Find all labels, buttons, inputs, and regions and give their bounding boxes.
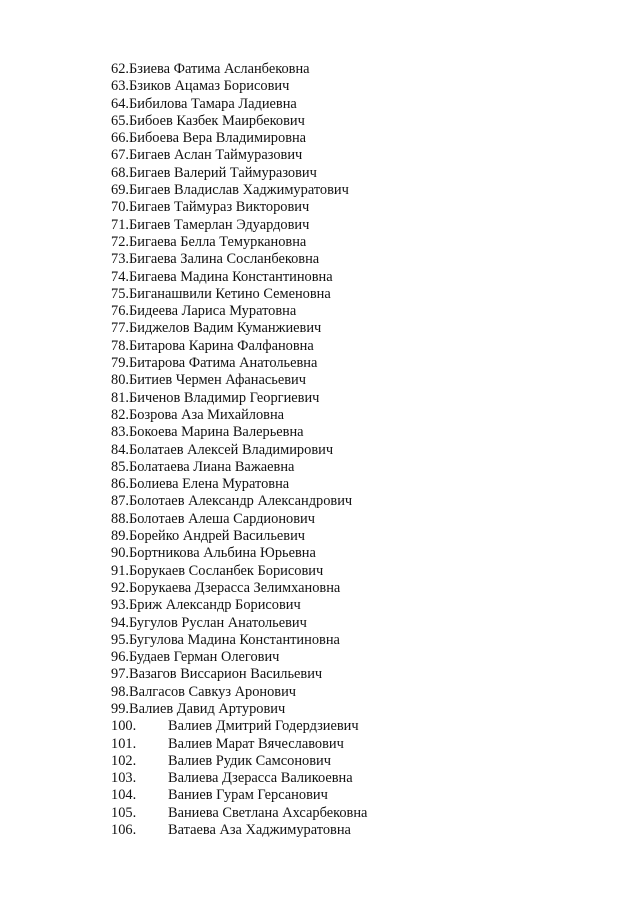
entry-name: Болотаев Алеша Сардионович [129, 510, 315, 527]
entry-name: Валгасов Савкуз Аронович [129, 683, 297, 700]
entry-name: Бидеева Лариса Муратовна [129, 303, 297, 320]
entry-name: Вазагов Виссарион Васильевич [129, 666, 323, 683]
entry-name: Валиев Рудик Самсонович [168, 752, 331, 769]
entry-number: 81. [111, 389, 129, 406]
entry-name: Бигаев Валерий Таймуразович [129, 164, 317, 181]
entry-name: Бокоева Марина Валерьевна [129, 424, 304, 441]
entry-name: Ваниева Светлана Ахсарбековна [168, 804, 368, 821]
entry-name: Бриж Александр Борисович [129, 597, 301, 614]
entry-number: 94. [111, 614, 129, 631]
list-item [111, 442, 367, 459]
entry-name: Бигаев Владислав Хаджимуратович [129, 182, 349, 199]
list-item [111, 130, 367, 147]
list-item [111, 822, 367, 839]
entry-name: Бибилова Тамара Ладиевна [129, 95, 297, 112]
entry-number: 63. [111, 78, 129, 95]
entry-name: Будаев Герман Олегович [129, 649, 280, 666]
list-item [111, 234, 367, 251]
entry-number: 70. [111, 199, 129, 216]
entry-name: Бигаева Белла Темуркановна [129, 233, 307, 250]
entry-number: 74. [111, 268, 129, 285]
list-item [111, 424, 367, 441]
entry-name: Бортникова Альбина Юрьевна [129, 545, 316, 562]
list-item [111, 580, 367, 597]
entry-number: 75. [111, 285, 129, 302]
entry-name: Борейко Андрей Васильевич [129, 528, 306, 545]
entry-number: 77. [111, 320, 129, 337]
list-item [111, 511, 367, 528]
entry-number: 71. [111, 216, 129, 233]
entry-number: 92. [111, 579, 129, 596]
entry-name: Бзиков Ацамаз Борисович [129, 78, 290, 95]
entry-name: Бугулов Руслан Анатольевич [129, 614, 307, 631]
name-list [111, 61, 367, 839]
entry-number: 65. [111, 112, 129, 129]
entry-name: Валиев Дмитрий Годердзиевич [168, 718, 359, 735]
list-item [111, 666, 367, 683]
entry-name: Борукаев Сосланбек Борисович [129, 562, 324, 579]
entry-name: Валиев Давид Артурович [129, 700, 286, 717]
entry-number: 64. [111, 95, 129, 112]
entry-number: 84. [111, 441, 129, 458]
list-item [111, 632, 367, 649]
entry-number: 96. [111, 649, 129, 666]
entry-number: 97. [111, 666, 129, 683]
list-item [111, 338, 367, 355]
entry-number: 98. [111, 683, 129, 700]
list-item [111, 736, 367, 753]
list-item [111, 286, 367, 303]
entry-name: Валиев Марат Вячеславович [168, 735, 344, 752]
list-item [111, 78, 367, 95]
list-item [111, 701, 367, 718]
entry-number: 69. [111, 182, 129, 199]
entry-name: Бигаев Таймураз Викторович [129, 199, 310, 216]
list-item [111, 199, 367, 216]
entry-number: 67. [111, 147, 129, 164]
entry-number: 95. [111, 631, 129, 648]
entry-name: Бигаева Залина Сосланбековна [129, 251, 320, 268]
entry-name: Бигаев Тамерлан Эдуардович [129, 216, 310, 233]
entry-number: 102. [111, 752, 137, 769]
entry-number: 85. [111, 458, 129, 475]
list-item [111, 355, 367, 372]
list-item [111, 563, 367, 580]
entry-name: Валиева Дзерасса Валикоевна [168, 770, 353, 787]
entry-number: 104. [111, 787, 137, 804]
list-item [111, 147, 367, 164]
entry-number: 90. [111, 545, 129, 562]
list-item [111, 459, 367, 476]
entry-name: Бибоева Вера Владимировна [129, 130, 307, 147]
list-item [111, 251, 367, 268]
list-item [111, 545, 367, 562]
list-item [111, 476, 367, 493]
entry-name: Биганашвили Кетино Семеновна [129, 285, 331, 302]
list-item [111, 217, 367, 234]
entry-name: Бзиева Фатима Асланбековна [129, 61, 310, 77]
list-item [111, 320, 367, 337]
list-item [111, 269, 367, 286]
entry-number: 80. [111, 372, 129, 389]
entry-name: Болотаев Александр Александрович [129, 493, 353, 510]
entry-number: 99. [111, 700, 129, 717]
entry-name: Болиева Елена Муратовна [129, 476, 290, 493]
list-item [111, 390, 367, 407]
list-item [111, 372, 367, 389]
entry-number: 66. [111, 130, 129, 147]
entry-name: Битиев Чермен Афанасьевич [129, 372, 306, 389]
list-item [111, 787, 367, 804]
list-item [111, 718, 367, 735]
entry-number: 76. [111, 303, 129, 320]
list-item [111, 407, 367, 424]
list-item [111, 303, 367, 320]
entry-number: 78. [111, 337, 129, 354]
entry-number: 88. [111, 510, 129, 527]
entry-name: Борукаева Дзерасса Зелимхановна [129, 579, 341, 596]
entry-name: Ватаева Аза Хаджимуратовна [168, 822, 351, 839]
list-item [111, 597, 367, 614]
entry-number: 91. [111, 562, 129, 579]
entry-name: Болатаева Лиана Важаевна [129, 458, 295, 475]
entry-number: 86. [111, 476, 129, 493]
entry-number: 93. [111, 597, 129, 614]
entry-name: Бигаева Мадина Константиновна [129, 268, 333, 285]
entry-name: Биджелов Вадим Куманжиевич [129, 320, 322, 337]
entry-number: 87. [111, 493, 129, 510]
entry-number: 62. [111, 61, 129, 77]
entry-name: Бибоев Казбек Маирбекович [129, 112, 305, 129]
list-item [111, 770, 367, 787]
entry-name: Битарова Карина Фалфановна [129, 337, 314, 354]
list-item [111, 805, 367, 822]
entry-name: Болатаев Алексей Владимирович [129, 441, 334, 458]
entry-number: 100. [111, 718, 137, 735]
entry-name: Бугулова Мадина Константиновна [129, 631, 340, 648]
list-item [111, 649, 367, 666]
entry-number: 101. [111, 735, 137, 752]
list-item [111, 61, 367, 78]
entry-number: 68. [111, 164, 129, 181]
entry-name: Бигаев Аслан Таймуразович [129, 147, 303, 164]
entry-number: 105. [111, 804, 137, 821]
list-item [111, 113, 367, 130]
entry-number: 106. [111, 822, 137, 839]
entry-name: Битарова Фатима Анатольевна [129, 355, 318, 372]
entry-number: 103. [111, 770, 137, 787]
entry-number: 89. [111, 528, 129, 545]
list-item [111, 615, 367, 632]
list-item [111, 493, 367, 510]
entry-name: Бозрова Аза Михайловна [129, 406, 285, 423]
entry-number: 83. [111, 424, 129, 441]
list-item [111, 165, 367, 182]
list-item [111, 528, 367, 545]
entry-number: 82. [111, 406, 129, 423]
list-item [111, 96, 367, 113]
list-item [111, 684, 367, 701]
entry-number: 79. [111, 355, 129, 372]
list-item [111, 753, 367, 770]
entry-name: Ваниев Гурам Герсанович [168, 787, 328, 804]
entry-name: Биченов Владимир Георгиевич [129, 389, 320, 406]
entry-number: 73. [111, 251, 129, 268]
list-item [111, 182, 367, 199]
entry-number: 72. [111, 233, 129, 250]
